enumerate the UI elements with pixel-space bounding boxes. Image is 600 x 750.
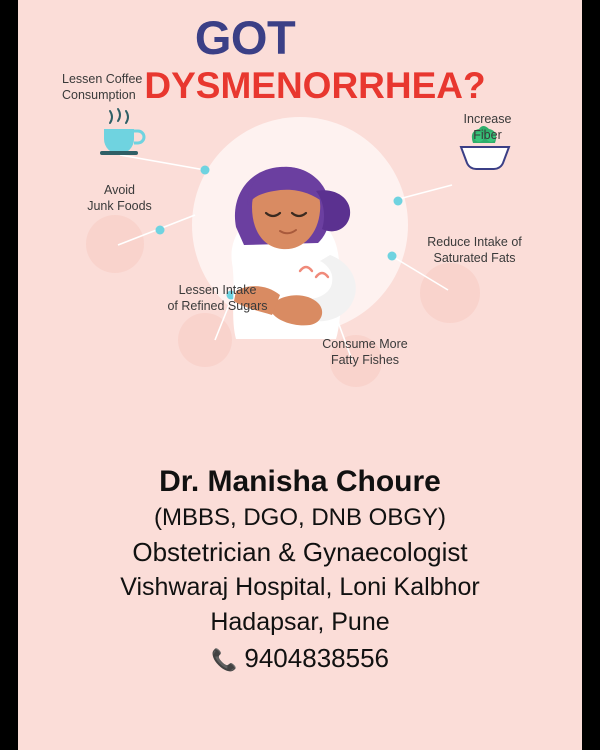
- doctor-phone-row[interactable]: [0, 640, 600, 678]
- headline-line-2: DYSMENORRHEA?: [144, 65, 486, 106]
- tip-fish-line2: Fatty Fishes: [330, 352, 400, 367]
- tip-junk-line2: Junk Foods: [87, 198, 152, 213]
- phone-icon: 📞: [211, 649, 238, 673]
- tip-label-coffee: [62, 72, 192, 103]
- letterbox-bar-right: [582, 0, 600, 750]
- tip-label-fatty-fishes: [295, 337, 435, 368]
- doctor-specialty: Obstetrician & Gynaecologist: [132, 537, 468, 568]
- tip-junk-line1: Avoid: [103, 183, 136, 197]
- doctor-phone-number: 9404838556: [244, 643, 389, 674]
- tip-fiber-line2: Fiber: [473, 127, 502, 142]
- tip-coffee-line1: Lessen Coffee: [62, 72, 143, 86]
- tip-fish-line1: Consume More: [322, 337, 408, 351]
- tip-label-fiber: [440, 112, 535, 143]
- tip-label-refined-sugars: [145, 283, 290, 314]
- letterbox-bar-left: [0, 0, 18, 750]
- tip-sugars-line2: of Refined Sugars: [167, 298, 268, 313]
- tip-fats-line1: Reduce Intake of: [427, 235, 522, 249]
- tip-fats-line2: Saturated Fats: [433, 250, 516, 265]
- illustration-area: [0, 95, 600, 440]
- tip-label-saturated-fats: [402, 235, 547, 266]
- coffee-cup-icon: [96, 105, 148, 159]
- doctor-info-block: [0, 463, 600, 678]
- headline-line-1: GOT: [194, 11, 296, 64]
- tip-sugars-line1: Lessen Intake: [178, 283, 257, 297]
- doctor-name: Dr. Manisha Choure: [159, 465, 441, 498]
- tip-fiber-line1: Increase: [463, 112, 512, 126]
- doctor-city: Hadapsar, Pune: [210, 608, 390, 637]
- doctor-hospital: Vishwaraj Hospital, Loni Kalbhor: [120, 573, 480, 602]
- tip-coffee-line2: Consumption: [62, 87, 136, 102]
- tip-label-junk-foods: [62, 183, 177, 214]
- doctor-degrees: (MBBS, DGO, DNB OBGY): [153, 503, 447, 531]
